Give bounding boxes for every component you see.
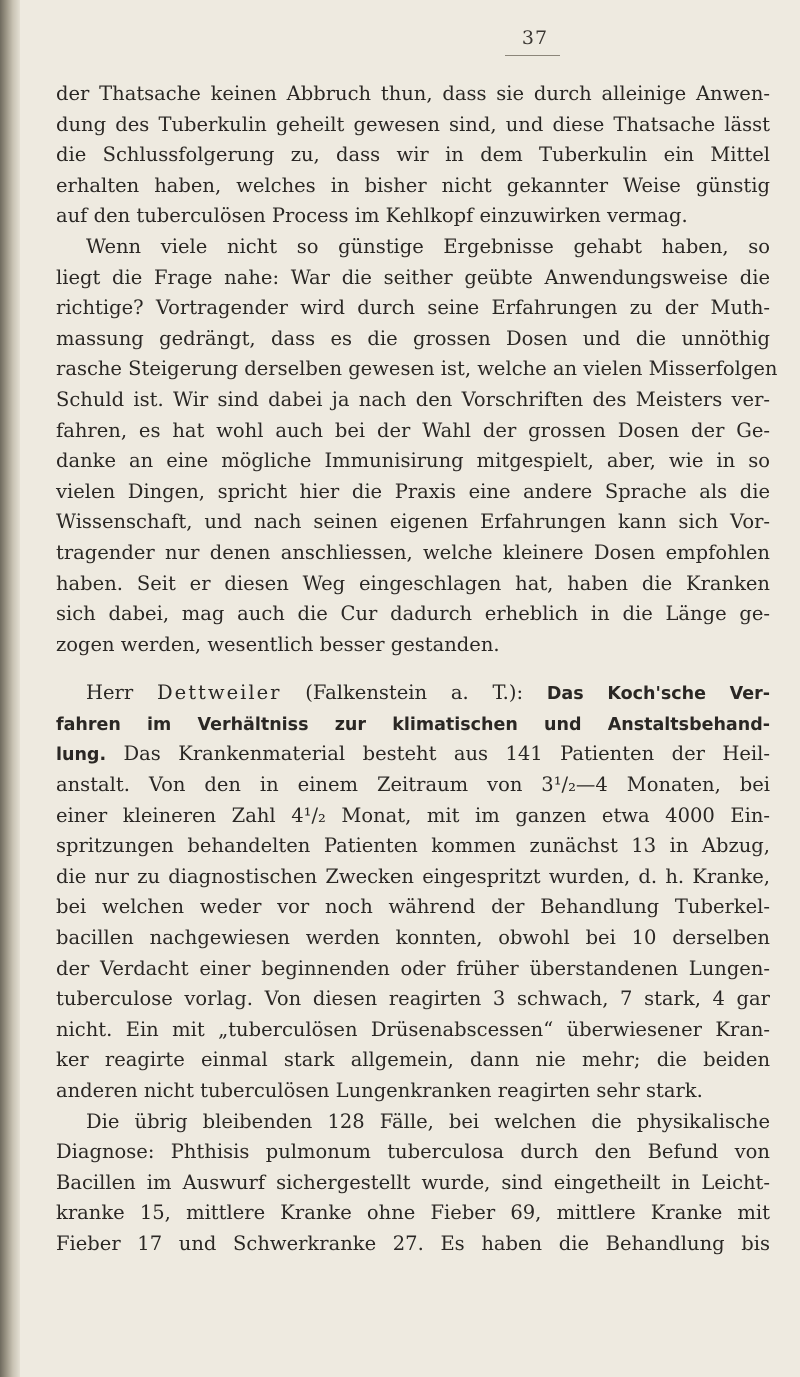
- speaker-name: Dettweiler: [157, 681, 282, 705]
- text-line: haben. Seit er diesen Weg eingeschlagen hat, haben die Kranken: [56, 571, 770, 595]
- paragraph-2: [56, 232, 778, 660]
- text-line: anderen nicht tuberculösen Lungenkranken reagirten sehr stark.: [56, 1079, 703, 1102]
- text-line: tuberculose vorlag. Von diesen reagirten 3 schwach, 7 stark, 4 gar: [56, 987, 770, 1011]
- text-line: zogen werden, wesentlich besser gestanden.: [56, 632, 500, 656]
- page-body: [56, 79, 778, 1260]
- text-line: [56, 709, 770, 740]
- text-line: der Verdacht einer beginnenden oder früher überstandenen Lungen-: [56, 956, 770, 980]
- text-line: tragender nur denen anschliessen, welche kleinere Dosen empfohlen: [56, 540, 770, 564]
- text-line: Wissenschaft, und nach seinen eigenen Erfahrungen kann sich Vor-: [56, 510, 770, 534]
- text-line: rasche Steigerung derselben gewesen ist, welche an vielen Misserfolgen: [56, 357, 778, 381]
- text-line: einer kleineren Zahl 4¹/₂ Monat, mit im ganzen etwa 4000 Ein-: [56, 803, 770, 827]
- text-line: Wenn viele nicht so günstige Ergebnisse gehabt haben, so: [86, 234, 770, 258]
- text-line: richtige? Vortragender wird durch seine Erfahrungen zu der Muth-: [56, 296, 770, 320]
- text-line: liegt die Frage nahe: War die seither geübte Anwendungsweise die: [56, 265, 770, 289]
- text-fragment: Das Krankenmaterial besteht aus 141 Patienten der Heil-: [106, 742, 770, 766]
- text-line: Bacillen im Auswurf sichergestellt wurde, sind eingetheilt in Leicht-: [56, 1170, 770, 1194]
- book-spine-shadow: [0, 0, 20, 1377]
- section-gap: [56, 660, 770, 678]
- text-line: die Schlussfolgerung zu, dass wir in dem Tuberkulin ein Mittel: [56, 143, 770, 167]
- text-line: bacillen nachgewiesen werden konnten, obwohl bei 10 derselben: [56, 926, 770, 950]
- text-line: [56, 678, 770, 709]
- text-line: auf den tuberculösen Process im Kehlkopf einzuwirken vermag.: [56, 204, 688, 228]
- text-line: fahren, es hat wohl auch bei der Wahl der grossen Dosen der Ge-: [56, 418, 770, 442]
- text-line: ker reagirte einmal stark allgemein, dann nie mehr; die beiden: [56, 1048, 770, 1072]
- paragraph-3: [56, 678, 770, 1106]
- text-line: Die übrig bleibenden 128 Fälle, bei welchen die physikalische: [86, 1109, 770, 1133]
- text-line: bei welchen weder vor noch während der Behandlung Tuberkel-: [56, 895, 770, 919]
- text-line: Diagnose: Phthisis pulmonum tuberculosa durch den Befund von: [56, 1140, 770, 1164]
- header-rule: [505, 55, 560, 56]
- lecture-title: lung.: [56, 745, 107, 766]
- text-line: [56, 739, 770, 770]
- text-line: massung gedrängt, dass es die grossen Dosen und die unnöthig: [56, 326, 770, 350]
- speaker-prefix: Herr: [86, 681, 158, 705]
- text-line: vielen Dingen, spricht hier die Praxis eine andere Sprache als die: [56, 479, 770, 503]
- text-line: der Thatsache keinen Abbruch thun, dass sie durch alleinige Anwen-: [56, 82, 770, 105]
- text-line: danke an eine mögliche Immunisirung mitgespielt, aber, wie in so: [56, 449, 770, 473]
- speaker-place: (Falkenstein a. T.):: [281, 681, 547, 705]
- paragraph-1: [56, 79, 770, 232]
- text-line: Fieber 17 und Schwerkranke 27. Es haben die Behandlung bis: [56, 1231, 770, 1255]
- page-number: 37: [521, 27, 549, 49]
- lecture-title: Das Koch'sche Ver-: [546, 684, 771, 705]
- text-line: Schuld ist. Wir sind dabei ja nach den Vorschriften des Meisters ver-: [56, 387, 770, 411]
- paragraph-4: [56, 1107, 770, 1260]
- text-line: sich dabei, mag auch die Cur dadurch erheblich in die Länge ge-: [56, 602, 770, 626]
- text-line: kranke 15, mittlere Kranke ohne Fieber 69, mittlere Kranke mit: [56, 1201, 770, 1225]
- text-line: die nur zu diagnostischen Zwecken eingespritzt wurden, d. h. Kranke,: [56, 864, 770, 888]
- text-line: nicht. Ein mit „tuberculösen Drüsenabscessen“ überwiesener Kran-: [56, 1017, 770, 1041]
- text-line: anstalt. Von den in einem Zeitraum von 3¹/₂—4 Monaten, bei: [56, 773, 770, 797]
- text-line: erhalten haben, welches in bisher nicht gekannter Weise günstig: [56, 173, 770, 197]
- text-line: spritzungen behandelten Patienten kommen zunächst 13 in Abzug,: [56, 834, 770, 858]
- lecture-title: fahren im Verhältniss zur klimatischen und Anstaltsbehand-: [56, 714, 770, 735]
- text-line: dung des Tuberkulin geheilt gewesen sind, und diese Thatsache lässt: [56, 112, 770, 136]
